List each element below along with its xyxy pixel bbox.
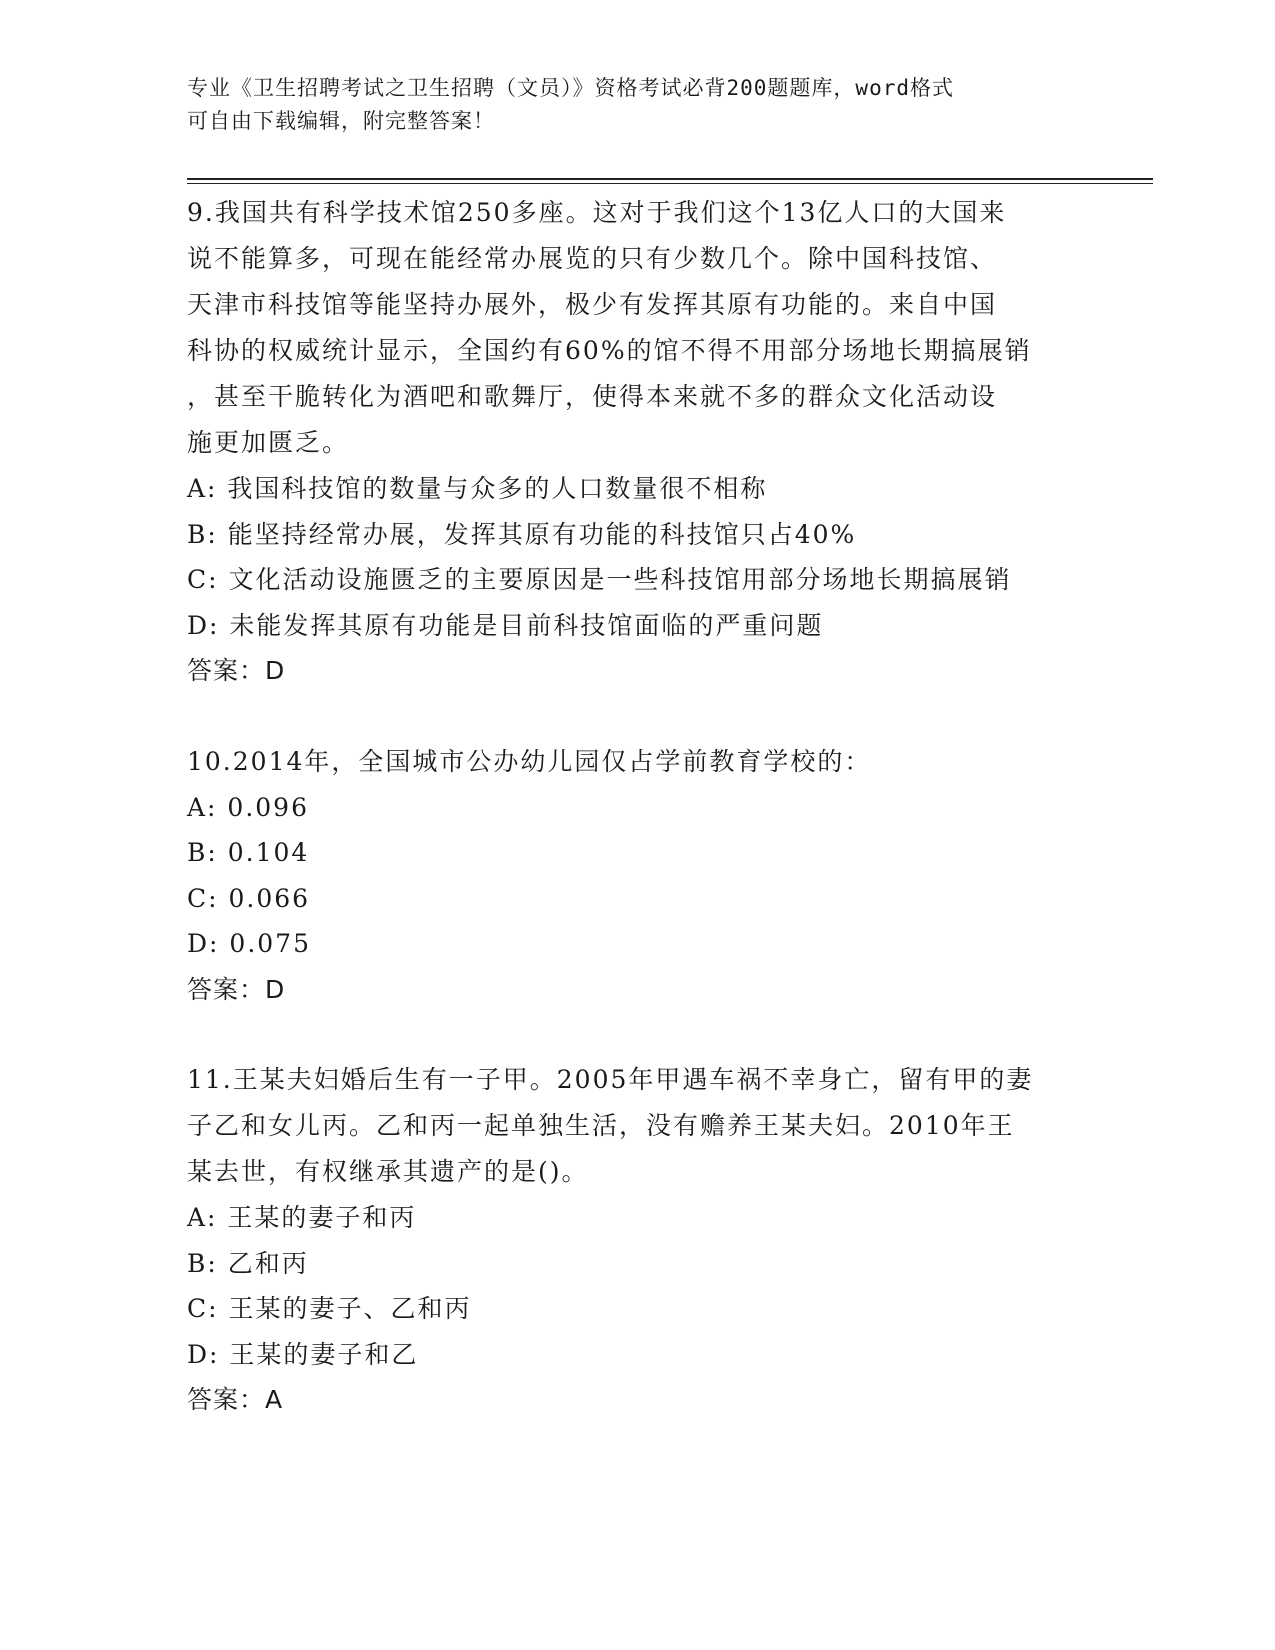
question-stem-line: 某去世，有权继承其遗产的是()。	[187, 1157, 589, 1186]
question-stem-line: 子乙和女儿丙。乙和丙一起单独生活，没有赡养王某夫妇。2010年王	[187, 1111, 1015, 1140]
header-line-2: 可自由下载编辑，附完整答案！	[187, 109, 495, 133]
question-stem-line: 天津市科技馆等能坚持办展外，极少有发挥其原有功能的。来自中国	[187, 290, 998, 319]
option-a: A: 王某的妻子和丙	[187, 1203, 417, 1232]
question-list	[187, 190, 1087, 1423]
header-divider-thin	[187, 183, 1153, 184]
question-spacer	[187, 1012, 1087, 1057]
answer-line: 答案：A	[187, 1385, 284, 1414]
option-c: C: 0.066	[187, 883, 311, 913]
question-10	[187, 739, 1087, 1013]
question-stem-line: 10.2014年，全国城市公办幼儿园仅占学前教育学校的：	[187, 746, 872, 776]
option-d: D: 王某的妻子和乙	[187, 1339, 419, 1369]
question-stem-line: 11.王某夫妇婚后生有一子甲。2005年甲遇车祸不幸身亡，留有甲的妻	[187, 1065, 1034, 1094]
option-c: C: 王某的妻子、乙和丙	[187, 1294, 472, 1323]
document-header	[187, 72, 1087, 138]
question-stem-line: ，甚至干脆转化为酒吧和歌舞厅，使得本来就不多的群众文化活动设	[187, 382, 998, 411]
option-d: D: 0.075	[187, 929, 311, 958]
question-stem-line: 施更加匮乏。	[187, 428, 350, 457]
question-stem-line: 说不能算多，可现在能经常办展览的只有少数几个。除中国科技馆、	[187, 244, 998, 273]
question-stem-line: 科协的权威统计显示，全国约有60%的馆不得不用部分场地长期搞展销	[187, 336, 1032, 365]
option-a: A: 我国科技馆的数量与众多的人口数量很不相称	[187, 474, 768, 503]
header-divider-thick	[187, 178, 1153, 180]
question-9	[187, 190, 1087, 694]
question-spacer	[187, 694, 1087, 739]
answer-line: 答案：D	[187, 656, 286, 685]
question-stem-line: 9.我国共有科学技术馆250多座。这对于我们这个13亿人口的大国来	[187, 198, 1007, 227]
option-b: B: 0.104	[187, 838, 310, 867]
option-a: A: 0.096	[187, 792, 309, 822]
option-d: D: 未能发挥其原有功能是目前科技馆面临的严重问题	[187, 610, 824, 640]
header-line-1: 专业《卫生招聘考试之卫生招聘（文员）》资格考试必背200题题库，word格式	[187, 76, 954, 100]
option-b: B: 乙和丙	[187, 1248, 309, 1278]
question-11	[187, 1057, 1087, 1423]
option-b: B: 能坚持经常办展，发挥其原有功能的科技馆只占40%	[187, 519, 857, 549]
answer-line: 答案：D	[187, 974, 286, 1004]
option-c: C: 文化活动设施匮乏的主要原因是一些科技馆用部分场地长期搞展销	[187, 565, 1012, 594]
